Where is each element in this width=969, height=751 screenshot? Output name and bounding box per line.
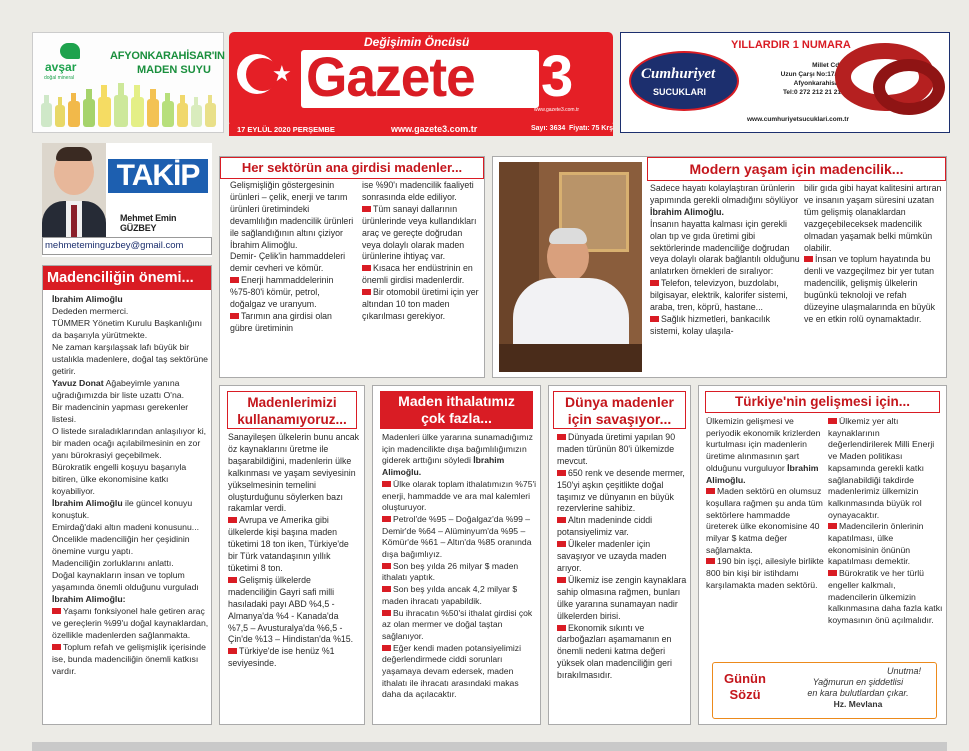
art3-text (228, 432, 360, 670)
art5-a-text: Dünyada üretimi yapılan 90 maden türünün 80'i ülkemizde mevcut. (557, 432, 676, 466)
art4-e-text: Son beş yılda ancak 4,2 milyar $ maden ihracatı yapabildik. (382, 584, 518, 606)
quote-label-2: Sözü (729, 687, 761, 702)
quote-box (712, 662, 937, 719)
quote-label-1: Günün (724, 671, 766, 686)
col1-b1 (52, 605, 210, 641)
photo-hair (549, 228, 587, 244)
bullet-icon (362, 289, 371, 295)
bullet-icon (230, 313, 239, 319)
art6-a (706, 416, 824, 486)
address-line-3: Afyonkarahisar (793, 80, 841, 87)
art3-a: Sanayileşen ülkelerin bunu ancak öz kaynaklarını üretme ile başarabildiğini, madenlerin ülke kalkınması ve yaşam seviyesinin yükselmesinin temelini oluşturduğunu söylerken bazı rakamlar verdi. (228, 432, 360, 514)
art5-f (557, 623, 687, 683)
art2-a (650, 183, 800, 219)
bullet-icon (650, 316, 659, 322)
bullet-icon (557, 541, 566, 547)
art1-f (362, 204, 482, 264)
address-line-1: Millet Cd. (812, 62, 841, 69)
bullet-icon (230, 277, 239, 283)
quote-text (783, 666, 933, 710)
art5-title-1: Dünya madenler (565, 394, 674, 410)
art1-c-text: Enerji hammaddelerinin %75-80'i kömür, petrol, doğalgaz ve uranyum. (230, 275, 334, 310)
bullet-icon (52, 644, 61, 650)
art6-e (828, 521, 944, 568)
author-photo (42, 143, 106, 239)
bullet-icon (362, 206, 371, 212)
col1-p1 (52, 293, 210, 305)
avsar-logo-icon (60, 43, 80, 59)
art4-g-text: Eğer kendi maden potansiyelimizi değerlendirmede ciddi sorunları yaşamaya devam edersek, maden ithalatı ile ihracatı arasındaki makas daha da açılacaktır. (382, 642, 522, 700)
art1-d (230, 311, 355, 335)
art6-f (828, 568, 944, 627)
art6-e-text: Madencilerin önlerinin kapatılması, ülke ekonomisinin önünün kapatılması demektir. (828, 521, 924, 567)
bullet-icon (362, 265, 371, 271)
art5-a (557, 432, 687, 468)
cumhuriyet-brand: Cumhuriyet (641, 66, 716, 82)
col1-p4-text: Ağabeyimle yanına uğradığımızda bir liste uzattı O'na. (52, 378, 185, 400)
masthead-url[interactable]: www.gazete3.com.tr (391, 124, 478, 134)
art4-c (382, 514, 537, 561)
art5-title-2: için savaşıyor... (567, 411, 672, 427)
author-tie (71, 205, 77, 237)
avsar-line2: MADEN SUYU (137, 64, 211, 76)
bullet-icon (228, 648, 237, 654)
col1-p10: Öncelikle madenciliğin her çeşidinin önemine vurgu yaptı. (52, 534, 190, 556)
bullet-icon (828, 418, 837, 424)
art5-c (557, 515, 687, 539)
col1-p3: Ne zaman karşılaşsak lafı büyük bir ustalıkla madenlere, doğal taş sektörüne getirir. (52, 342, 208, 376)
bullet-icon (382, 516, 391, 522)
art5-d-text: Ülkeler madenler için savaşıyor ve uzayda maden arıyor. (557, 539, 667, 573)
bottom-strip (32, 742, 947, 751)
quote-author: Hz. Mevlana (833, 699, 883, 709)
col1-p1b: Dededen mermerci. (52, 306, 129, 316)
art6-b (706, 486, 824, 556)
art5-d (557, 539, 687, 575)
bullet-icon (557, 625, 566, 631)
quote-line-3: en kara bulutlardan çıkar. (807, 688, 909, 698)
star-icon: ★ (272, 61, 292, 86)
art6-a-bold: İbrahim Alimoğlu. (706, 462, 819, 485)
art2-title: Modern yaşam için madencilik... (647, 157, 946, 181)
art2-a-bold: İbrahim Alimoğlu. (650, 206, 724, 217)
art6-b-text: Maden sektörü en olumsuz koşullara rağmen şu anda tüm sektörlere hammadde üreterek ülke ekonomisine 40 milyar $ katma değer sağlamakta. (706, 486, 823, 555)
col1-p1-bold: İbrahim Alimoğlu (52, 294, 123, 304)
art4-g (382, 643, 537, 702)
avsar-brand-sub: doğal mineral (44, 75, 75, 81)
sausage-image (835, 37, 947, 119)
bullet-icon (382, 563, 391, 569)
date-strip (229, 124, 613, 136)
art1-c (230, 275, 355, 311)
address-line-2: Uzun Çarşı No:17/A (780, 71, 841, 78)
col1-p7: Bürokratik engelli koşuyu başarıyla bitiren, ülke ekonomisine katkı koyabiliyor. (52, 462, 187, 496)
bullet-icon (228, 577, 237, 583)
masthead (229, 32, 613, 127)
art5-e-text: Ülkemiz ise zengin kaynaklara sahip olmasına rağmen, bunları ülke yararına sunamayan nadir ülkelerden birisi. (557, 574, 687, 621)
art6-d (828, 416, 944, 521)
masthead-slogan: Değişimin Öncüsü (364, 35, 470, 49)
photo-desk (499, 344, 642, 372)
col1-p8-bold: İbrahim Alimoğlu (52, 498, 123, 508)
cumhuriyet-brand-sub: SUCUKLARI (653, 87, 706, 97)
bullet-icon (382, 645, 391, 651)
art3-d (228, 646, 360, 670)
bullet-icon (828, 523, 837, 529)
flag (237, 42, 293, 106)
art3-c-text: Gelişmiş ülkelerde madenciliğin Gayri safi milli hasıladaki payı ABD %4,5 - Almanya'da %4 - Kanada'da %7,5 – Avusturalya'da %6,5 - Çin'de %13 – Hindistan'da %15. (228, 574, 354, 645)
issue-number: Sayı: 3634 (531, 125, 566, 132)
col1-p11: Madenciliğin zorluklarını anlattı. (52, 558, 174, 568)
art6-c-text: 190 bin işçi, ailesiyle birlikte 800 bin kişi bir istihdamı karşılamakta maden sektörü. (706, 556, 824, 590)
art1-left (230, 180, 355, 335)
bullet-icon (52, 608, 61, 614)
art4-c-text: Petrol'de %95 – Doğalgaz'da %99 – Demir'de %64 – Alüminyum'da %95 – Kömür'de %61 – Altın'da %85 oranında dışa bağımlıyız. (382, 513, 532, 560)
col1-b2 (52, 641, 210, 677)
art4-title-box (380, 391, 533, 429)
art5-e (557, 575, 687, 623)
bullet-icon (382, 610, 391, 616)
art4-d-text: Son beş yılda 26 milyar $ maden ithalatı yaptık. (382, 560, 519, 583)
col1-p8 (52, 497, 210, 521)
art3-d-text: Türkiye'de ise henüz %1 seviyesinde. (228, 646, 335, 669)
art5-text (557, 432, 687, 682)
art6-title: Türkiye'nin gelişmesi için... (705, 391, 940, 413)
col1-p12-bold: İbrahim Alimoğlu: (52, 594, 126, 604)
art2-d (650, 314, 800, 338)
address-phone: Tel:0 272 212 21 21 (782, 89, 841, 96)
art4-text (382, 432, 537, 701)
art3-b-text: Avrupa ve Amerika gibi ülkelerde kişi başına maden tüketimi 18 ton iken, Türkiye'de bir Türk vatandaşının yıllık tüketimi 8 ton. (228, 515, 349, 573)
art5-c-text: Altın madeninde ciddi potansiyelimiz var. (557, 515, 653, 538)
art2-b: İnsanın hayatta kalması için gerekli olan tıp ve gıda üretimi gibi sektörlerinde madenciliğe doğrudan veya dolaylı olarak bağlantılı olduğunu anlatırken örnekleri de sıralıyor: (650, 218, 800, 277)
art4-f-text: Bu ihracatın %50'si ithalat girdisi çok az olan mermer ve doğal taştan sağlanıyor. (382, 607, 533, 641)
bullet-icon (706, 488, 715, 494)
art6-right (828, 416, 944, 627)
art3-b (228, 515, 360, 575)
col1-p2: TÜMMER Yönetim Kurulu Başkanlığını da başarıyla yürütmekte. (52, 318, 202, 340)
ad-cumhuriyet[interactable] (620, 32, 950, 133)
bullet-icon (382, 481, 391, 487)
art4-title-1: Maden ithalatımız (398, 393, 515, 409)
art6-d-text: Ülkemiz yer altı kaynaklarının değerlendirilerek Milli Enerji ve Maden politikası kapsamında gerekli katkı sağlanabildiği takdirde madenlerimiz ülkemizin kalkınmasında büyük rol oynayacaktır. (828, 416, 935, 520)
cumhuriyet-address (747, 61, 841, 97)
art6-c (706, 556, 824, 591)
art1-g-text: Kısaca her endüstrinin en önemli girdisi madenlerdir. (362, 263, 473, 286)
interview-photo (499, 162, 642, 372)
art2-c (650, 278, 800, 314)
art4-a-bold: İbrahim Alimoğlu. (382, 455, 505, 478)
avsar-line1: AFYONKARAHİSAR'IN (110, 50, 225, 62)
bullet-icon (557, 434, 566, 440)
art1-g (362, 263, 482, 287)
art1-right (362, 180, 482, 323)
masthead-number: 3 (541, 44, 574, 109)
art2-f-text: İnsan ve toplum hayatında bu denli ve vazgeçilmez bir yer tutan madencilik, gelişmiş ülkelerin bugünkü teknoloji ve refah düzeyine ulaşmalarında en büyük ve en etkin rolü oynamaktadır. (804, 254, 936, 324)
col1-p8-text: ile güncel konuyu konuştuk. (52, 498, 193, 520)
ad-avsar[interactable] (32, 32, 224, 133)
col1-p4 (52, 377, 210, 401)
art1-title: Her sektörün ana girdisi madenler... (220, 157, 484, 179)
art5-f-text: Ekonomik sıkıntı ve darboğazları aşamamanın en önemli nedeni katma değeri yüksek olan madenciliğin geri bırakılmasıdır. (557, 622, 672, 681)
art2-f (804, 254, 942, 325)
col1-text (52, 293, 210, 677)
col1-b1-text: Yaşamı fonksiyonel hale getiren araç ve gereçlerin %99'u doğal kaynaklardan, özellikle madenlerden sağlanmakta. (52, 606, 209, 640)
bullet-icon (828, 570, 837, 576)
author-hair (56, 147, 92, 161)
bottles-image (41, 81, 219, 129)
art3-title: Madenlerimizi kullanamıyoruz... (227, 391, 357, 429)
quote-label (719, 671, 771, 703)
col1-p4-bold: Yavuz Donat (52, 378, 104, 388)
art2-left (650, 183, 800, 338)
art4-f (382, 608, 537, 643)
art5-title-box (553, 391, 686, 429)
art3-c (228, 575, 360, 646)
art2-e: bilir gıda gibi hayat kalitesini artıran ve insanın yaşam süresini uzatan tüm gelişmiş olanaklardan vazgeçebileceksek madencilik olmadan yaşamak belki mümkün olabilir. (804, 183, 942, 253)
col1-title: Madenciliğin önemi... (47, 270, 194, 286)
col1-p12 (52, 569, 210, 605)
col1-p12-text: Doğal kaynakların insan ve toplum yaşamında önemli olduğunu vurguladı (52, 570, 199, 592)
art1-e: ise %90'ı madencilik faaliyeti sonrasında elde ediliyor. (362, 180, 474, 202)
art2-d-text: Sağlık hizmetleri, bankacılık sistemi, kolay ulaşıla- (650, 313, 771, 336)
masthead-name[interactable]: Gazete (306, 45, 475, 108)
art4-e (382, 584, 537, 607)
bullet-icon (650, 280, 659, 286)
bullet-icon (228, 517, 237, 523)
art1-h-text: Bir otomobil üretimi için yer altından 10 ton maden çıkarılması gerekiyor. (362, 287, 479, 321)
bullet-icon (382, 586, 391, 592)
art2-right (804, 183, 942, 326)
art6-f-text: Bürokratik ve her türlü engeller kalkmalı, madencilerin ülkemizin kalkınmasına daha fazla katkı koymasının önü açılmalıdır. (828, 568, 943, 625)
author-box (42, 143, 212, 257)
issue-date: 17 EYLÜL 2020 PERŞEMBE (237, 125, 335, 134)
art6-left (706, 416, 824, 592)
art4-a-text: Madenleri ülke yararına sunamadığımız için madencilikte dışa bağımlılığımızın giderek arttığını söyledi (382, 432, 533, 466)
art2-a-text: Sadece hayatı kolaylaştıran ürünlerin yapımında gerekli olmadığını söylüyor (650, 183, 799, 205)
bullet-icon (804, 256, 813, 262)
quote-line-1: Unutma! (886, 666, 921, 676)
art2-c-text: Telefon, televizyon, buzdolabı, bilgisayar, elektrik, kalorifer sistemi, araba, tren, köprü, hastane... (650, 278, 788, 313)
art1-b: Demir- Çelik'in hammaddeleri demir cevheri ve kömür. (230, 251, 346, 274)
avsar-brand: avşar (45, 60, 77, 74)
bullet-icon (557, 470, 566, 476)
cumhuriyet-website[interactable]: www.cumhuriyetsucuklari.com.tr (747, 116, 849, 123)
art1-h (362, 287, 482, 323)
bottle-row (41, 83, 216, 127)
art1-a: Gelişmişliğin göstergesinin ürünleri – çelik, enerji ve tarım ürünleri üretimindeki devamlılığın madencilik ürünleri ile sağlandığının altını çiziyor İbrahim Alimoğlu. (230, 180, 354, 250)
bullet-icon (557, 517, 566, 523)
art5-b (557, 468, 687, 516)
art1-d-text: Tarımın ana girdisi olan gübre üretiminin (230, 310, 332, 333)
art1-f-text: Tüm sanayi dallarının ürünlerinde veya kullandıkları araç ve gereçte doğrudan veya dolaylı olarak maden ürünlerine ihtiyaç var. (362, 203, 477, 262)
author-email[interactable]: mehmeteminguzbey@gmail.com (45, 240, 184, 251)
art4-b-text: Ülke olarak toplam ithalatımızın %75'i enerji, hammadde ve ara mal kalemleri oluşturuyor. (382, 478, 537, 513)
author-name: Mehmet Emin GÜZBEY (120, 213, 177, 233)
art6-a-text: Ülkemizin gelişmesi ve periyodik ekonomik krizlerden kurtulması için madenlerin üretime alınmasının şart olduğunu vurguluyor (706, 416, 821, 473)
col1-p9: Emirdağ'daki altın madeni konusunu... (52, 522, 200, 532)
col1-p6: O listede sıraladıklarından anlaşılıyor ki, bir maden ocağı açılabilmesinin en zor yanı bürokrasiyi geçebilmek. (52, 426, 207, 460)
quote-line-2: Yağmurun en şiddetlisi (812, 677, 904, 687)
art4-d (382, 561, 537, 584)
issue-price: Fiyatı: 75 Krş (569, 125, 613, 132)
bullet-icon (557, 577, 566, 583)
art4-a (382, 432, 537, 479)
col1-b2-text: Toplum refah ve gelişmişlik içerisinde ise, bunda madenciliğin önemli katkısı vardır. (52, 642, 206, 676)
art4-b (382, 479, 537, 514)
cumhuriyet-logo (629, 51, 739, 111)
bullet-icon (706, 558, 715, 564)
takip-label: TAKİP (108, 159, 208, 193)
art5-b-text: 650 renk ve desende mermer, 150'yi aşkın çeşitlikte doğal taşımız ve dünyanın en büyük rezervlerine sahibiz. (557, 467, 685, 514)
masthead-small-url: www.gazete3.com.tr (534, 107, 580, 113)
cumhuriyet-tagline: YILLARDIR 1 NUMARA (731, 39, 851, 51)
art4-title-2: çok fazla... (421, 410, 492, 426)
col1-p5: Bir madencinin yapması gerekenler listesi. (52, 402, 189, 424)
